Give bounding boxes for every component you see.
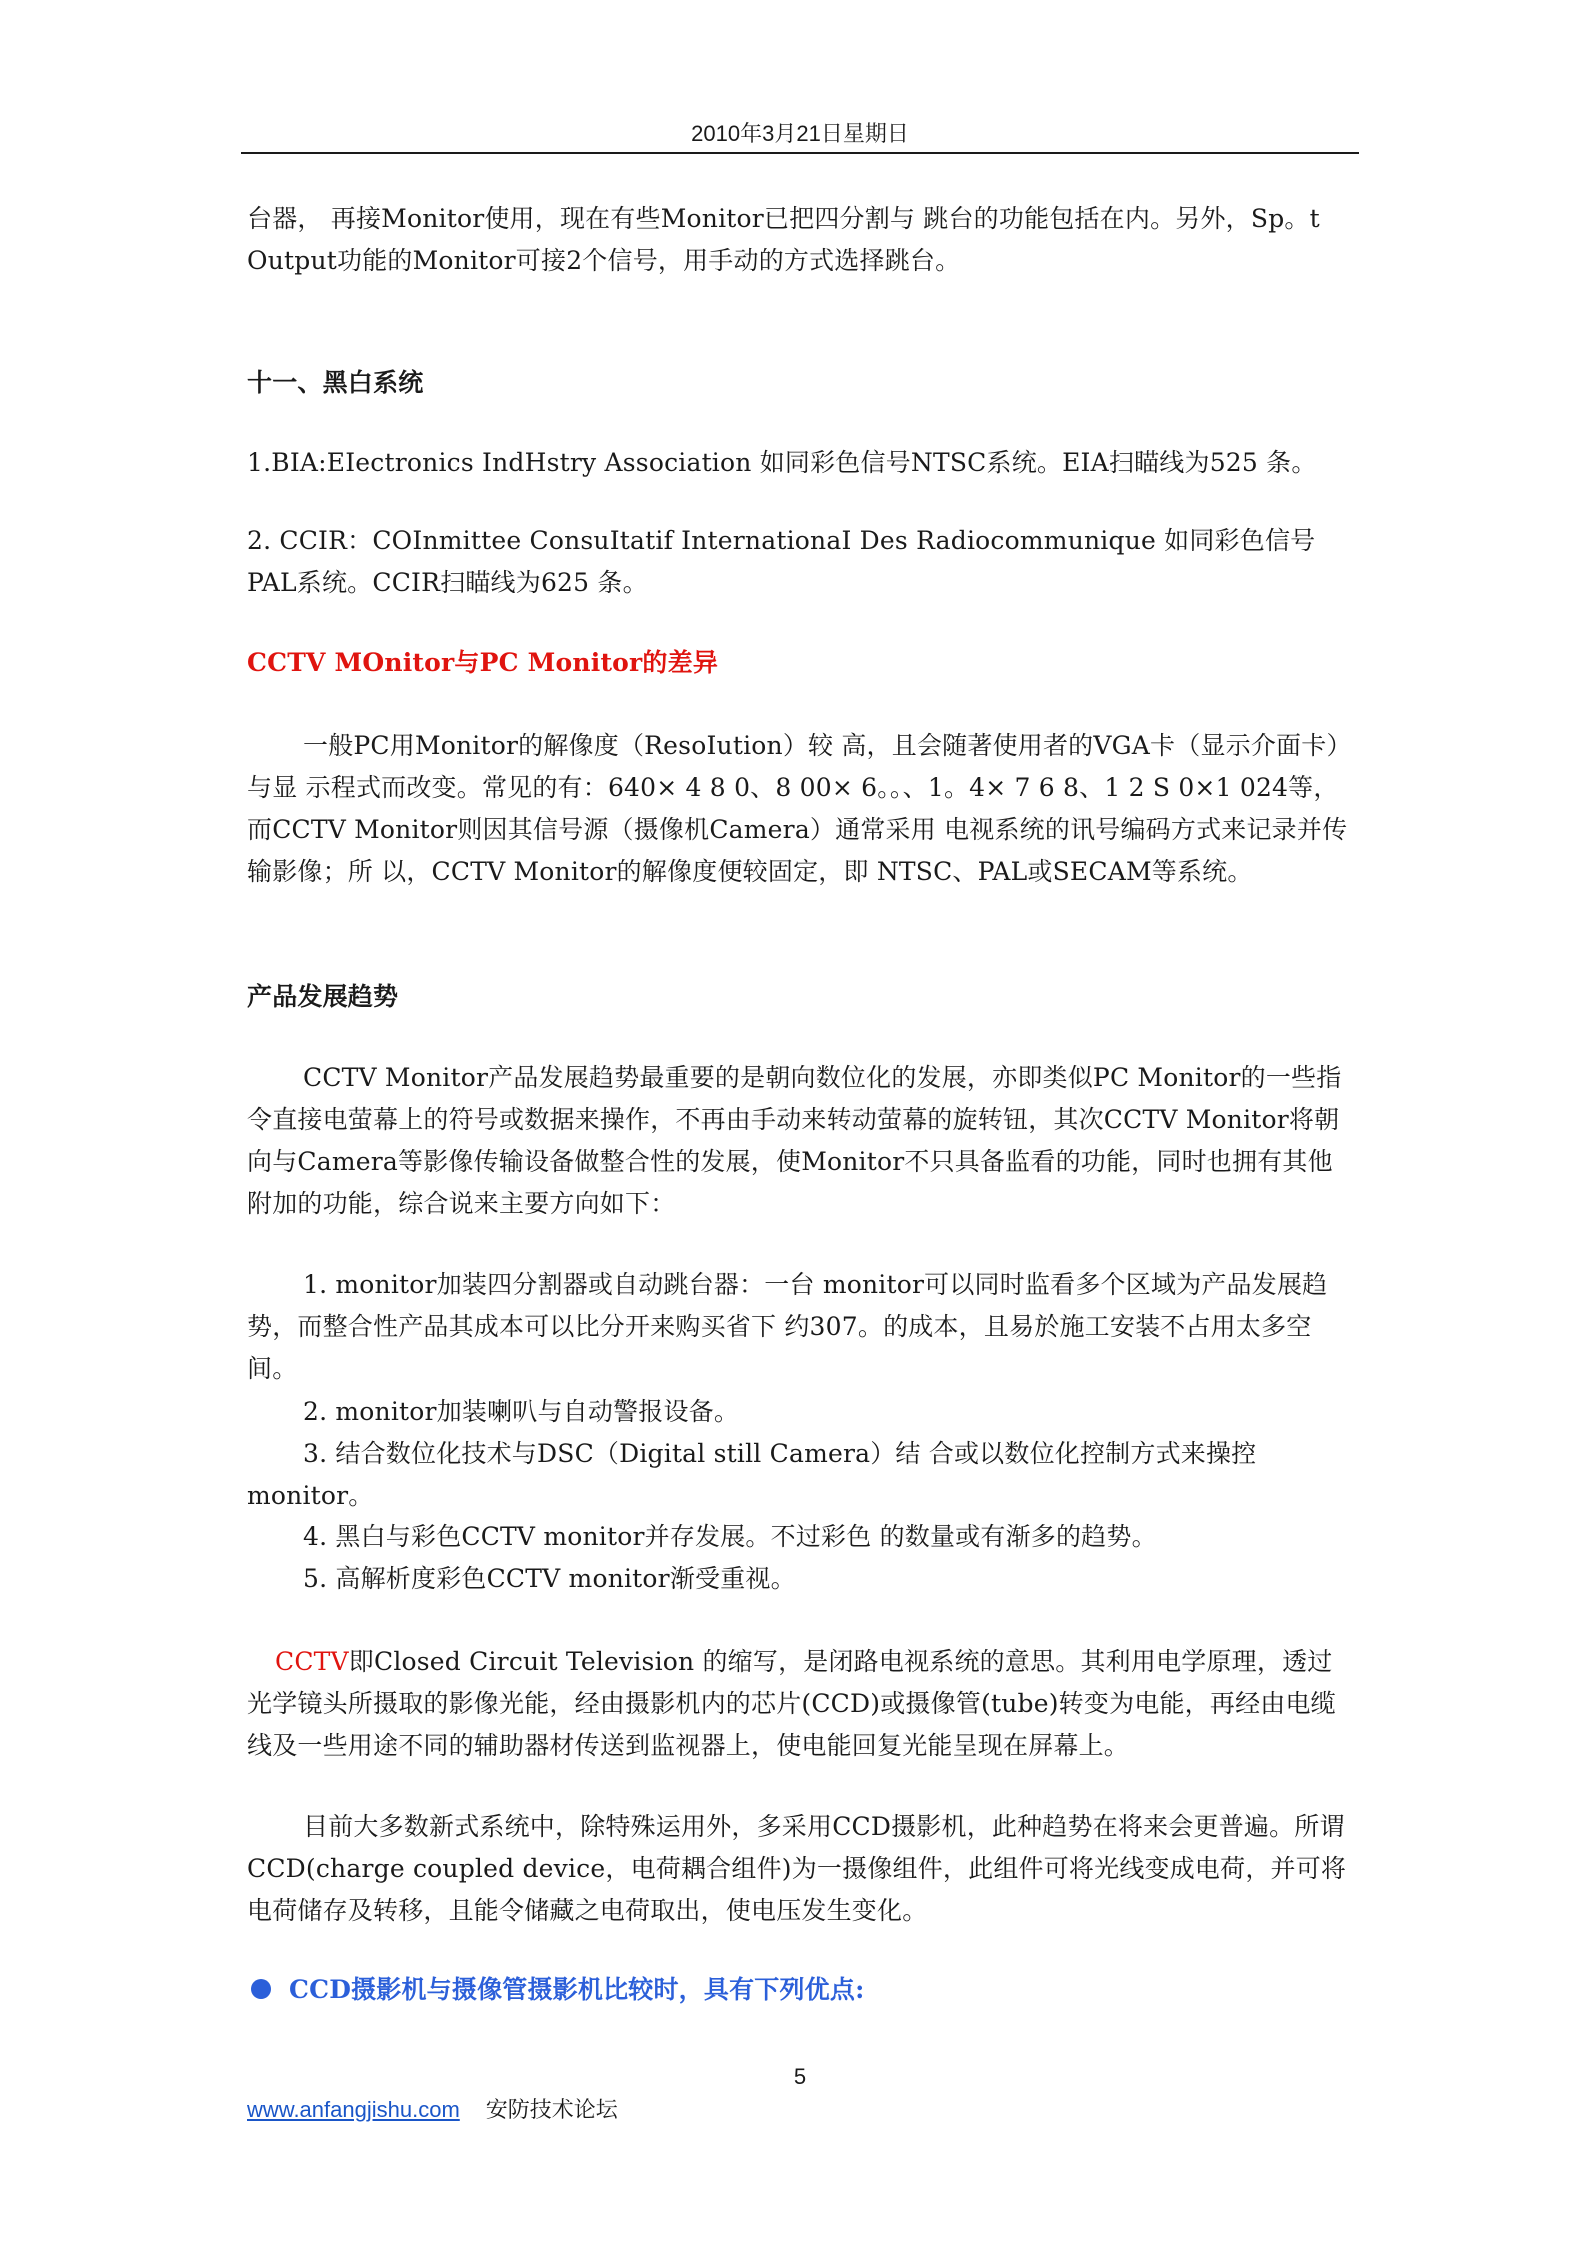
footer-site-link[interactable]: www.anfangjishu.com: [247, 2097, 460, 2122]
cctv-definition: 即Closed Circuit Television 的缩写，是闭路电视系统的意思。其利用电学原理，透过光学镜头所摄取的影像光能，经由摄影机内的芯片(CCD)或摄像管(tube)转变为电能，再经由电缆线及一些用途不同的辅助器材传送到监视器上，使电能回复光能呈现在屏幕上。: [247, 1647, 1336, 1760]
paragraph-ccd: 目前大多数新式系统中，除特殊运用外，多采用CCD摄影机，此种趋势在将来会更普遍。所谓CCD(charge coupled device，电荷耦合组件)为一摄像组件，此组件可将光线变成电荷，并可将电荷储存及转移，且能令储藏之电荷取出，使电压发生变化。: [247, 1812, 1347, 1925]
bullet-heading-ccd: [251, 1969, 1361, 2011]
section-heading-trend: 产品发展趋势: [247, 982, 399, 1011]
paragraph-trend: CCTV Monitor产品发展趋势最重要的是朝向数位化的发展，亦即类似PC Monitor的一些指令直接电萤幕上的符号或数据来操作，不再由手动来转动萤幕的旋转钮，其次CCTV Monitor将朝向与Camera等影像传输设备做整合性的发展，使Monitor不只具备监看的功能，同时也拥有其他附加的功能，综合说来主要方向如下：: [247, 1063, 1342, 1218]
continued-paragraph: 台器， 再接Monitor使用，现在有些Monitor已把四分割与 跳台的功能包括在内。另外，Sp。t Output功能的Monitor可接2个信号，用手动的方式选择跳台。: [247, 204, 1320, 275]
section-heading-bw-system: 十一、黑白系统: [247, 368, 424, 397]
list-item: 5. 高解析度彩色CCTV monitor渐受重视。: [303, 1564, 796, 1593]
page-footer: [247, 2093, 618, 2124]
header-rule: [241, 152, 1359, 154]
list-item: 3. 结合数位化技术与DSC（Digital still Camera）结 合或以数位化控制方式来操控monitor。: [247, 1439, 1257, 1510]
page-header-date: 2010年3月21日星期日: [691, 121, 909, 146]
section-heading-monitor-diff: CCTV MOnitor与PC Monitor的差异: [247, 648, 719, 677]
page-number: 5: [793, 2064, 807, 2089]
footer-forum-name: 安防技术论坛: [485, 2098, 618, 2123]
list-item: 4. 黑白与彩色CCTV monitor并存发展。不过彩色 的数量或有渐多的趋势。: [303, 1522, 1157, 1551]
paragraph-ccir: 2. CCIR：COInmittee ConsuItatif InternationaI Des Radiocommunique 如同彩色信号PAL系统。CCIR扫瞄线为625 条。: [247, 526, 1316, 597]
paragraph-eia: 1.BIA:EIectronics IndHstry Association 如同彩色信号NTSC系统。EIA扫瞄线为525 条。: [247, 448, 1317, 477]
list-item: 2. monitor加装喇叭与自动警报设备。: [303, 1397, 740, 1426]
list-item: 1. monitor加装四分割器或自动跳台器：一台 monitor可以同时监看多个区域为产品发展趋 势，而整合性产品其成本可以比分开来购买省下 约307。的成本，且易於施工安装不占用太多空 间。: [247, 1270, 1328, 1383]
paragraph-cctv: [247, 1641, 1357, 1767]
cctv-term: CCTV: [275, 1647, 349, 1676]
bullet-heading-text: CCD摄影机与摄像管摄影机比较时，具有下列优点:: [289, 1975, 865, 2004]
paragraph-monitor-diff: 一般PC用Monitor的解像度（ResoIution）较 高，且会随著使用者的VGA卡（显示介面卡）与显 示程式而改变。常见的有：640× 4 8 0、8 00× 6。。、1。4× 7 6 8、1 2 S 0×1 024等，而CCTV Monitor则因其信号源（摄像机Camera）通常采用 电视系统的讯号编码方式来记录并传输影像；所 以，CCTV Monitor的解像度便较固定，即 NTSC、PAL或SECAM等系统。: [247, 731, 1352, 886]
bullet-dot-icon: [251, 1979, 271, 1999]
